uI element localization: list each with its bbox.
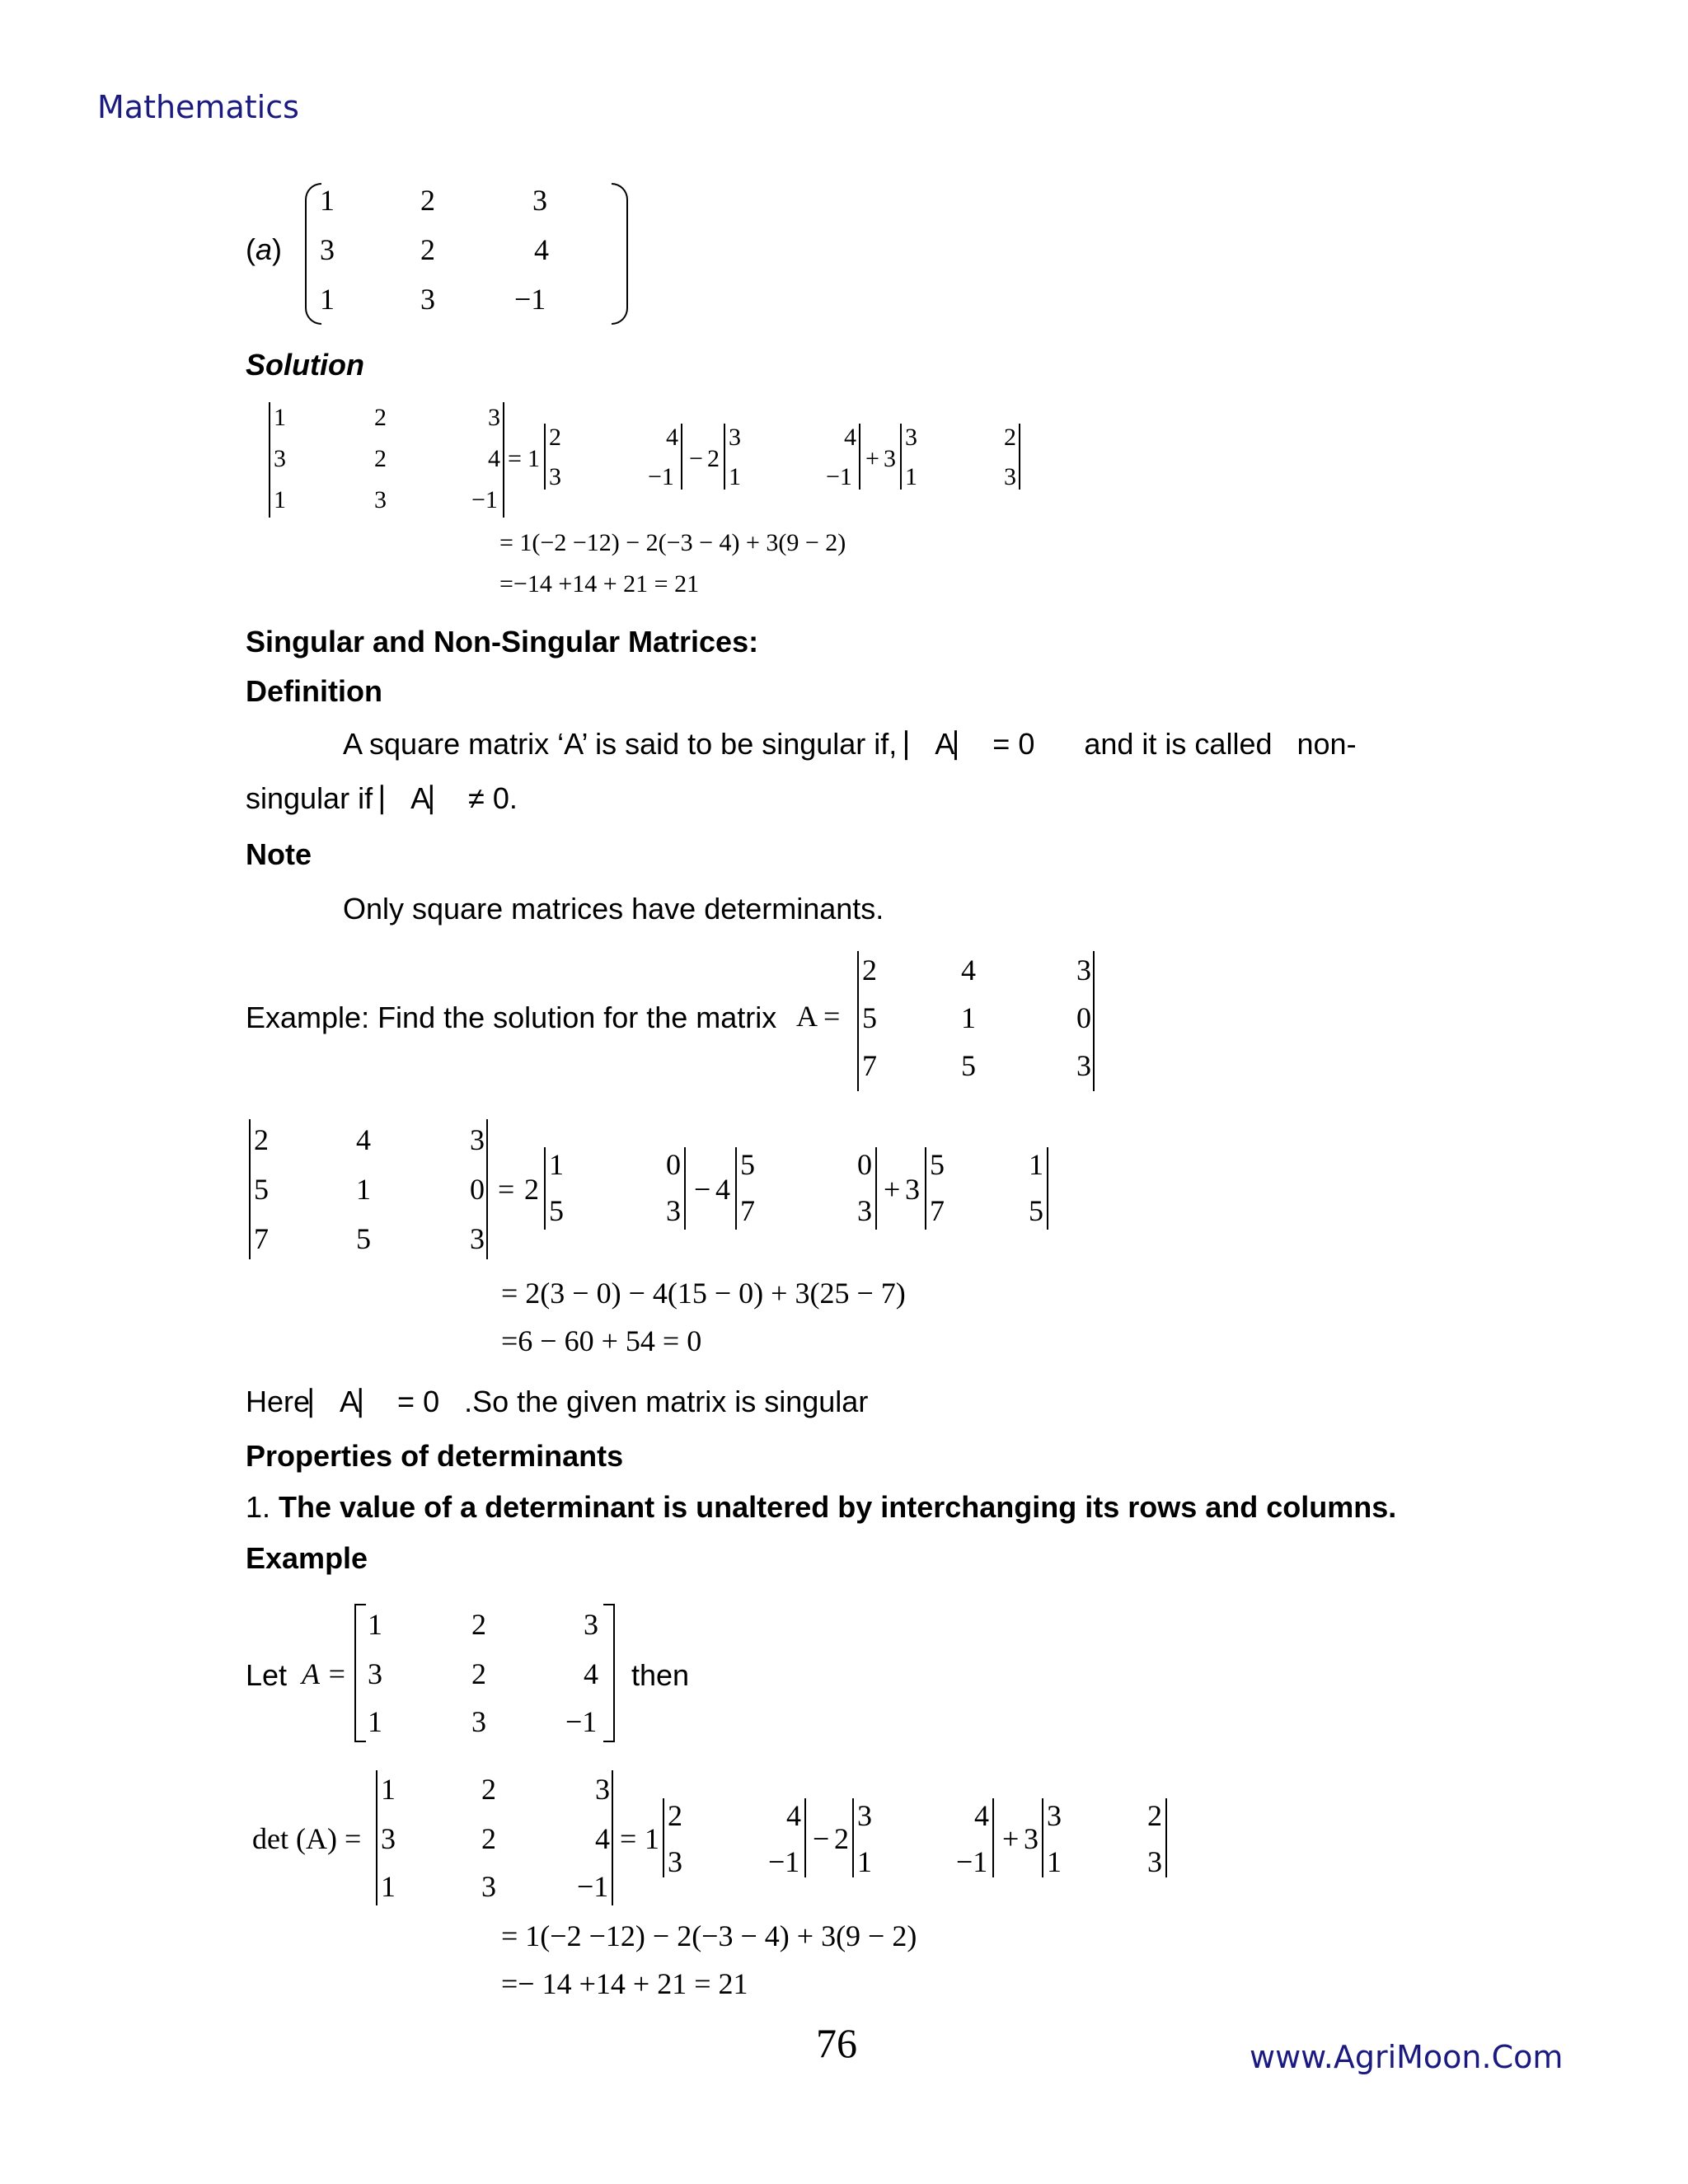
minor-cell: −1 [768, 1845, 800, 1878]
det-bar-right [612, 1770, 613, 1905]
det-cell: 0 [1076, 1001, 1091, 1034]
matrix-cell: 2 [471, 1608, 486, 1641]
op-minus: − [689, 445, 703, 472]
det-cell: 5 [254, 1173, 269, 1206]
bracket-right [603, 1604, 615, 1742]
minor-coef: 2 [707, 445, 720, 472]
step-line: =− 14 +14 + 21 = 21 [501, 1967, 748, 2000]
minor-coef: 2 [524, 1173, 539, 1206]
minor-bar [875, 1147, 877, 1230]
op-plus: + [865, 445, 879, 472]
minor-cell: −1 [826, 463, 852, 490]
det-cell: 3 [481, 1870, 496, 1903]
footer-website: www.AgriMoon.Com [1250, 2039, 1564, 2075]
minor-cell: 2 [1147, 1799, 1162, 1832]
det-cell: 4 [595, 1822, 610, 1855]
note-text: Only square matrices have determinants. [343, 892, 884, 926]
example-conclusion: Here⎸A⎸ = 0 .So the given matrix is singular [246, 1385, 869, 1418]
minor-cell: 2 [668, 1799, 682, 1832]
minor-cell: 4 [974, 1799, 989, 1832]
minor-coef: 1 [528, 445, 540, 472]
minor-bar [992, 1798, 994, 1877]
det-bar-right [1093, 951, 1095, 1091]
op-plus: + [1002, 1822, 1020, 1855]
minor-cell: 7 [930, 1194, 945, 1227]
minor-cell: 3 [549, 463, 561, 490]
det-bar-left [857, 951, 859, 1091]
minor-coef: 3 [884, 445, 896, 472]
matrix-cell: 1 [368, 1705, 382, 1738]
det-cell: 3 [1076, 954, 1091, 987]
det-cell: 1 [381, 1870, 396, 1903]
det-cell: 2 [374, 404, 387, 431]
definition-text-line2: singular if ⎸A⎸ ≠ 0. [246, 781, 518, 815]
properties-example-heading: Example [246, 1541, 368, 1575]
det-bar-left [376, 1770, 377, 1905]
det-bar-right [503, 402, 504, 518]
minor-bar [900, 424, 902, 490]
paren-left [305, 183, 321, 325]
minor-cell: 2 [549, 424, 561, 451]
minor-coef: 4 [715, 1173, 730, 1206]
det-cell: 1 [274, 404, 286, 431]
minor-bar [1047, 1147, 1048, 1230]
matrix-cell: 4 [584, 1657, 598, 1690]
minor-bar [852, 1798, 854, 1877]
det-cell: 1 [381, 1773, 396, 1806]
minor-cell: −1 [956, 1845, 988, 1878]
minor-cell: 3 [857, 1799, 872, 1832]
det-cell: 1 [356, 1173, 371, 1206]
minor-coef: 2 [834, 1822, 849, 1855]
definition-text-line1: A square matrix ‘A’ is said to be singular if, ⎸A⎸ = 0 and it is called non- [343, 727, 1357, 761]
minor-bar [1019, 424, 1020, 490]
minor-cell: 5 [740, 1148, 755, 1181]
det-cell: 1 [961, 1001, 976, 1034]
minor-bar [804, 1798, 806, 1877]
minor-cell: 5 [1029, 1194, 1043, 1227]
minor-cell: 2 [1004, 424, 1016, 451]
minor-bar [735, 1147, 737, 1230]
minor-bar [681, 424, 682, 490]
det-cell: 4 [488, 445, 500, 472]
minor-cell: 3 [1047, 1799, 1062, 1832]
step-line: = 1(−2 −12) − 2(−3 − 4) + 3(9 − 2) [499, 529, 846, 556]
bracket-left [354, 1604, 366, 1742]
minor-cell: −1 [648, 463, 674, 490]
minor-cell: 1 [729, 463, 741, 490]
det-cell: 7 [862, 1049, 877, 1082]
det-cell: 3 [374, 486, 387, 513]
minor-bar [925, 1147, 926, 1230]
det-cell: 3 [1076, 1049, 1091, 1082]
op-equals: = [508, 445, 522, 472]
det-cell: 2 [374, 445, 387, 472]
matrix-cell: 3 [471, 1705, 486, 1738]
det-bar-left [269, 402, 270, 518]
minor-cell: 3 [729, 424, 741, 451]
minor-cell: 4 [666, 424, 678, 451]
matrix-a-cell: 2 [420, 184, 435, 217]
op-minus: − [813, 1822, 830, 1855]
det-label: det (A) = [252, 1822, 362, 1855]
det-cell: 2 [481, 1822, 496, 1855]
minor-cell: 7 [740, 1194, 755, 1227]
page-number: 76 [816, 2020, 857, 2066]
minor-cell: 3 [666, 1194, 681, 1227]
minor-bar [544, 1147, 546, 1230]
matrix-cell: 1 [368, 1608, 382, 1641]
minor-coef: 3 [1024, 1822, 1039, 1855]
matrix-a-cell: 3 [420, 283, 435, 316]
minor-cell: 5 [930, 1148, 945, 1181]
a-equals: A = [302, 1657, 347, 1690]
minor-bar [1165, 1798, 1167, 1877]
matrix-a-cell: 1 [320, 283, 335, 316]
minor-bar [684, 1147, 686, 1230]
minor-cell: 3 [1147, 1845, 1162, 1878]
minor-bar [859, 424, 860, 490]
det-cell: 2 [862, 954, 877, 987]
matrix-cell: 3 [368, 1657, 382, 1690]
op-equals: = [620, 1822, 637, 1855]
minor-cell: 0 [857, 1148, 872, 1181]
step-line: =6 − 60 + 54 = 0 [501, 1324, 702, 1357]
det-cell: 1 [274, 486, 286, 513]
definition-heading: Definition [246, 674, 382, 708]
minor-bar [724, 424, 725, 490]
minor-bar [1042, 1798, 1043, 1877]
minor-cell: 1 [857, 1845, 872, 1878]
minor-cell: 3 [1004, 463, 1016, 490]
minor-cell: 3 [905, 424, 917, 451]
minor-bar [663, 1798, 664, 1877]
minor-cell: 4 [844, 424, 856, 451]
matrix-cell: 2 [471, 1657, 486, 1690]
matrix-cell: −1 [565, 1705, 598, 1738]
minor-bar [544, 424, 546, 490]
det-cell: −1 [577, 1870, 609, 1903]
det-cell: 0 [470, 1173, 485, 1206]
minor-cell: 0 [666, 1148, 681, 1181]
note-heading: Note [246, 837, 312, 871]
example-prompt: Example: Find the solution for the matrix [246, 1001, 777, 1034]
minor-cell: 1 [549, 1148, 564, 1181]
step-line: = 2(3 − 0) − 4(15 − 0) + 3(25 − 7) [501, 1277, 906, 1310]
det-cell: 3 [488, 404, 500, 431]
det-bar-right [486, 1119, 488, 1259]
matrix-cell: 3 [584, 1608, 598, 1641]
det-bar-left [249, 1119, 251, 1259]
det-cell: 3 [274, 445, 286, 472]
det-cell: 5 [961, 1049, 976, 1082]
properties-heading: Properties of determinants [246, 1439, 624, 1473]
then-label: then [631, 1658, 690, 1692]
det-cell: 5 [356, 1222, 371, 1255]
section-heading-singular: Singular and Non-Singular Matrices: [246, 625, 759, 658]
matrix-a-cell: 1 [320, 184, 335, 217]
paren-right [612, 183, 628, 325]
minor-cell: 1 [905, 463, 917, 490]
let-label: Let [246, 1658, 288, 1692]
det-cell: 3 [470, 1123, 485, 1156]
matrix-a-cell: 4 [534, 233, 549, 266]
matrix-a-cell: 2 [420, 233, 435, 266]
op-plus: + [884, 1173, 901, 1206]
det-cell: 4 [961, 954, 976, 987]
det-cell: 2 [254, 1123, 269, 1156]
minor-cell: 1 [1029, 1148, 1043, 1181]
det-cell: −1 [471, 486, 498, 513]
property-1: 1. The value of a determinant is unaltered by interchanging its rows and columns. [246, 1490, 1397, 1524]
minor-cell: 3 [857, 1194, 872, 1227]
header-subject: Mathematics [97, 89, 299, 125]
part-a-label: (a) [246, 232, 283, 266]
det-cell: 4 [356, 1123, 371, 1156]
det-cell: 3 [595, 1773, 610, 1806]
det-cell: 3 [381, 1822, 396, 1855]
minor-cell: 3 [668, 1845, 682, 1878]
matrix-a-cell: −1 [514, 283, 546, 316]
matrix-a-cell: 3 [532, 184, 547, 217]
op-minus: − [694, 1173, 711, 1206]
minor-coef: 3 [905, 1173, 920, 1206]
matrix-a-cell: 3 [320, 233, 335, 266]
step-line: =−14 +14 + 21 = 21 [499, 570, 700, 598]
minor-cell: 1 [1047, 1845, 1062, 1878]
example-lhs: A = [796, 1000, 841, 1033]
minor-coef: 1 [645, 1822, 659, 1855]
det-cell: 2 [481, 1773, 496, 1806]
det-cell: 5 [862, 1001, 877, 1034]
det-cell: 3 [470, 1222, 485, 1255]
minor-cell: 4 [786, 1799, 801, 1832]
det-cell: 7 [254, 1222, 269, 1255]
op-equals: = [498, 1173, 515, 1206]
minor-cell: 5 [549, 1194, 564, 1227]
step-line: = 1(−2 −12) − 2(−3 − 4) + 3(9 − 2) [501, 1919, 917, 1952]
solution-heading: Solution [246, 348, 364, 382]
